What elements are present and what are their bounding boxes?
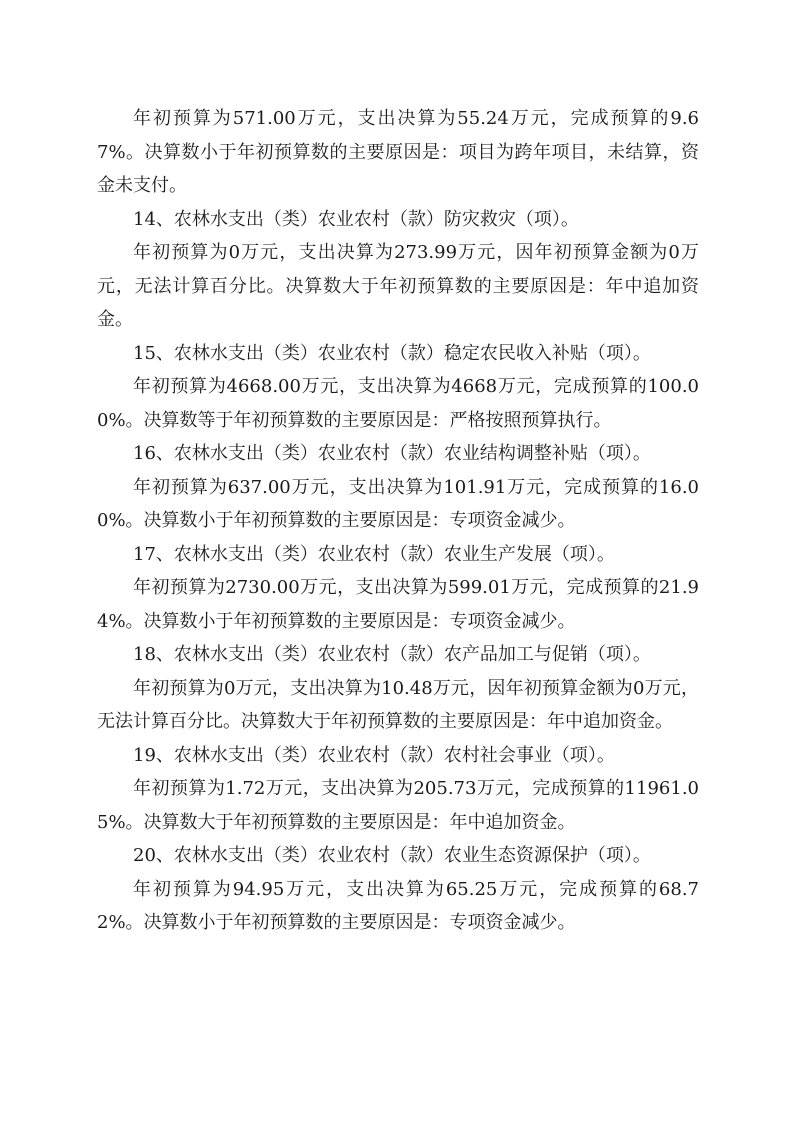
heading-item-14: 14、农林水支出（类）农业农村（款）防灾救灾（项）。 xyxy=(133,208,579,230)
document-body xyxy=(97,102,699,940)
paragraph-item-17: 年初预算为2730.00万元，支出决算为599.01万元，完成预算的21.94%。决算数小于年初预算数的主要原因是：专项资金减少。 xyxy=(97,577,699,632)
paragraph-item-15: 年初预算为4668.00万元，支出决算为4668万元，完成预算的100.00%。决算数等于年初预算数的主要原因是：严格按照预算执行。 xyxy=(97,376,699,431)
paragraph-item-571: 年初预算为571.00万元，支出决算为55.24万元，完成预算的9.67%。决算数小于年初预算数的主要原因是：项目为跨年项目，未结算，资金未支付。 xyxy=(97,108,699,196)
paragraph-item-14: 年初预算为0万元，支出决算为273.99万元，因年初预算金额为0万元，无法计算百分比。决算数大于年初预算数的主要原因是：年中追加资金。 xyxy=(97,242,699,330)
paragraph-item-18: 年初预算为0万元，支出决算为10.48万元，因年初预算金额为0万元，无法计算百分比。决算数大于年初预算数的主要原因是：年中追加资金。 xyxy=(97,677,699,732)
heading-item-18: 18、农林水支出（类）农业农村（款）农产品加工与促销（项）。 xyxy=(133,644,651,665)
paragraph-item-16: 年初预算为637.00万元，支出决算为101.91万元，完成预算的16.00%。决算数小于年初预算数的主要原因是：专项资金减少。 xyxy=(97,476,699,531)
heading-item-20: 20、农林水支出（类）农业农村（款）农业生态资源保护（项）。 xyxy=(133,845,651,866)
paragraph-item-19: 年初预算为1.72万元，支出决算为205.73万元，完成预算的11961.05%。决算数大于年初预算数的主要原因是：年中追加资金。 xyxy=(97,778,699,833)
heading-item-16: 16、农林水支出（类）农业农村（款）农业结构调整补贴（项）。 xyxy=(133,443,651,464)
heading-item-17: 17、农林水支出（类）农业农村（款）农业生产发展（项）。 xyxy=(133,543,615,565)
heading-item-15: 15、农林水支出（类）农业农村（款）稳定农民收入补贴（项）。 xyxy=(133,342,651,364)
heading-item-19: 19、农林水支出（类）农业农村（款）农村社会事业（项）。 xyxy=(133,744,615,766)
paragraph-item-20: 年初预算为94.95万元，支出决算为65.25万元，完成预算的68.72%。决算数小于年初预算数的主要原因是：专项资金减少。 xyxy=(97,878,699,933)
